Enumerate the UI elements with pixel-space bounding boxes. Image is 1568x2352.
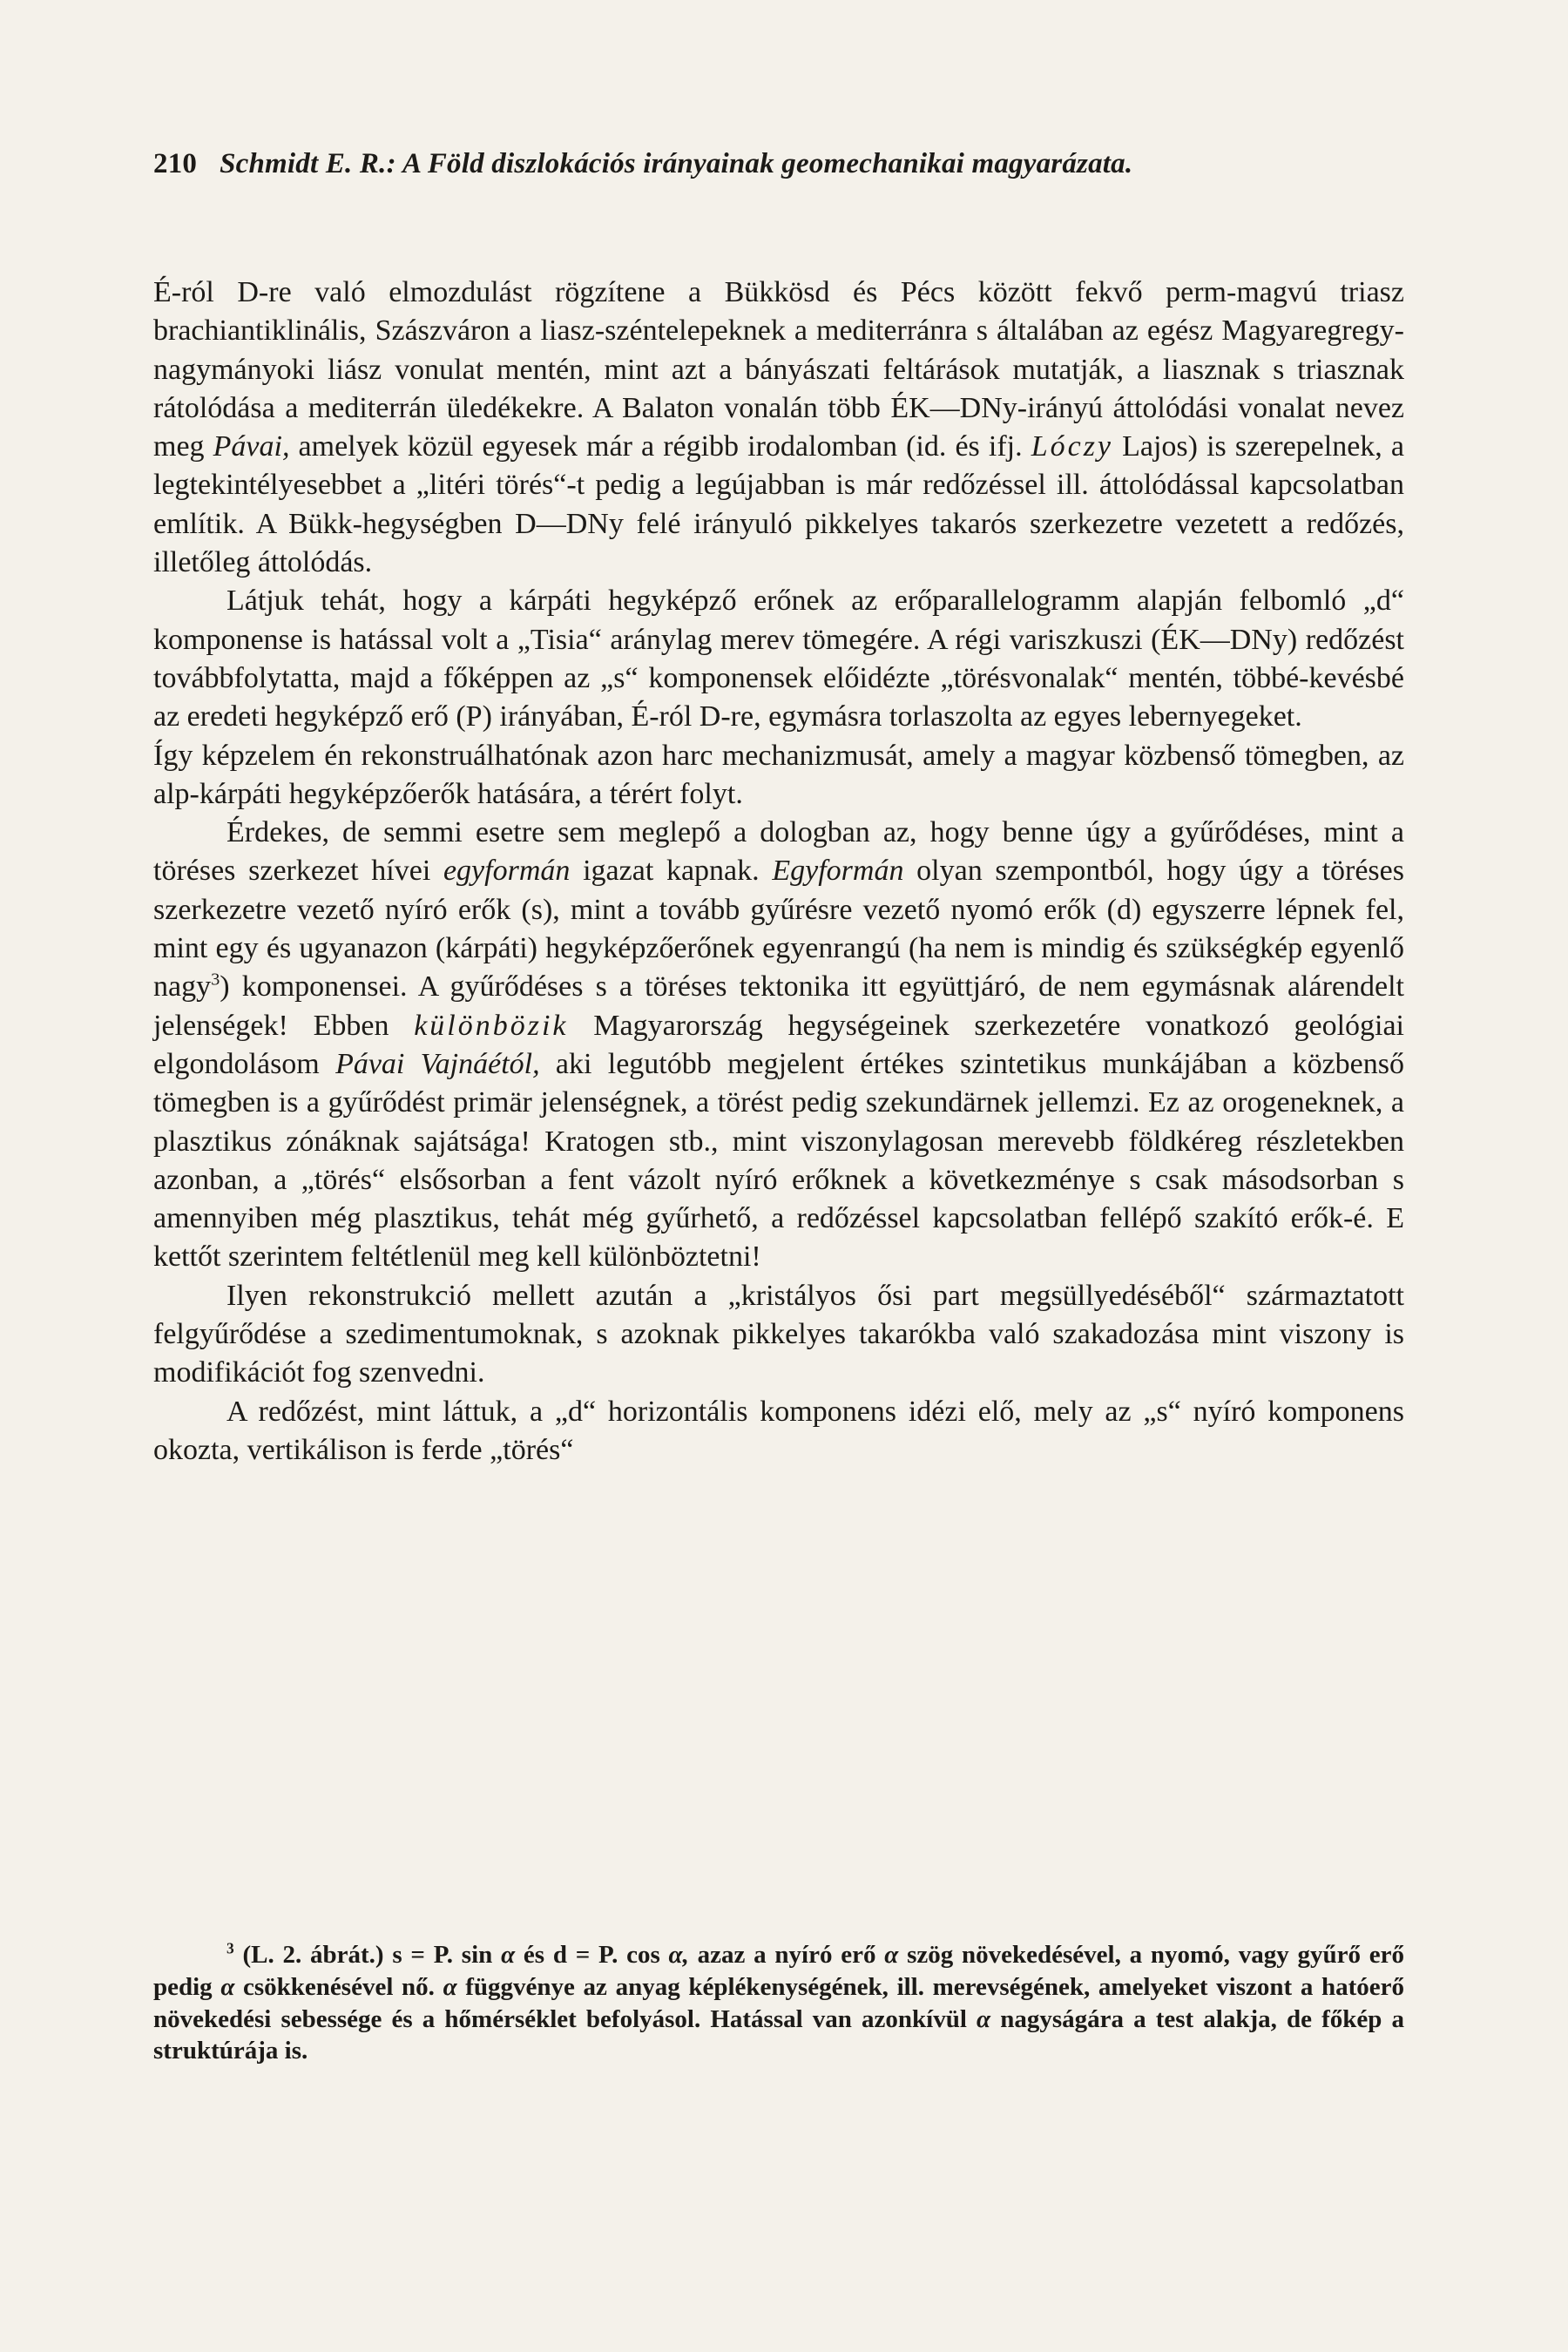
paragraph-4 [153,814,1404,1277]
emphasis-egyforman-1: egyformán [443,855,571,888]
paragraph-4-text-e: Magyarország hegységeinek szerkezetére vonatkozó geológiai elgondolásom [153,1009,1404,1080]
footnote-text-a: (L. 2. ábrát.) s = P. sin [233,1941,502,1969]
emphasis-kulonbozik: különbözik [414,1009,569,1042]
alpha-symbol-3: α [884,1941,899,1969]
page-number: 210 [153,148,198,179]
footnote-mark: 3 [226,1939,234,1957]
paragraph-1-text-c: Lajos) is szerepelnek, a legtekintélyesebbet a „litéri törés“-t pedig a legújabban is már redőzéssel ill. áttolódással kapcsolatban említik. A Bükk-hegységben D—DNy felé irányuló pikkelyes takarós szerkezetre vezetett a redőzés, illetőleg áttolódás. [153,430,1404,579]
footnote-section [153,1939,1404,2067]
author-pavai-vajna: Pávai Vajnáétól, [335,1047,540,1080]
alpha-symbol-5: α [443,1972,457,2001]
footnote-text-b: és d = P. cos [515,1941,669,1969]
paragraph-2: Látjuk tehát, hogy a kárpáti hegyképző erőnek az erőparallelogramm alapján felbomló „d“ komponense is hatással volt a „Tisia“ aránylag merev tömegére. A régi variszkuszi (ÉK—DNy) redőzést továbbfolytatta, majd a főképpen az „s“ komponensek előidézte „törésvonalak“ mentén, többé-kevésbé az eredeti hegyképző erő (P) irányában, É-ról D-re, egymásra torlaszolta az egyes lebernyegeket. [153,585,1404,733]
paragraph-1-text-b: amelyek közül egyesek már a régibb irodalomban (id. és ifj. [289,430,1031,463]
footnote-text-d: szög növekedésével, a nyomó, vagy gyűrő erő pedig [153,1941,1404,2001]
footnote-text-e: csökkenésével nő. [234,1972,443,2001]
paragraph-3: Így képzelem én rekonstruálhatónak azon harc mechanizmusát, amely a magyar közbenső tömegben, az alp-kárpáti hegyképzőerők hatására, a térért folyt. [153,739,1404,810]
footnote-reference: 3 [211,970,220,990]
author-loczy: Lóczy [1031,430,1114,463]
emphasis-egyforman-2: Egyformán [772,855,904,888]
footnote-text-c: azaz a nyíró erő [688,1941,885,1969]
footnote-text-g: nagyságára a test alakja, de főkép a struktúrája is. [153,2004,1404,2065]
paragraph-4-text-a: Érdekes, de semmi esetre sem meglepő a dologban az, hogy benne úgy a gyűrődéses, mint a töréses szerkezet hívei [153,816,1404,888]
paragraph-5: Ilyen rekonstrukció mellett azután a „kristályos ősi part megsüllyedéséből“ származtatott felgyűrődése a szedimentumoknak, s azoknak pikkelyes takarókba való szakadozása mint viszony is modifikációt fog szenvedni. [153,1279,1404,1389]
running-title: Schmidt E. R.: A Föld diszlokációs irányainak geomechanikai magyarázata. [220,148,1133,179]
author-pavai: Pávai, [213,430,290,463]
running-header [153,145,1408,183]
paragraph-6: A redőzést, mint láttuk, a „d“ horizontális komponens idézi elő, mely az „s“ nyíró komponens okozta, vertikálison is ferde „törés“ [153,1395,1404,1466]
alpha-symbol-6: α [977,2004,991,2033]
footnote-3 [153,1939,1404,2067]
paragraph-1-text-a: É-ról D-re való elmozdulást rögzítene a Bükkösd és Pécs között fekvő perm-magvú triasz brachiantiklinális, Szászváron a liasz-széntelepeknek a mediterránra s általában az egész Magyaregregy-nagymányoki liász vonulat mentén, mint azt a bányászati feltárások mutatják, a liasznak s triasznak rátolódása a mediterrán üledékekre. A Balaton vonalán több ÉK—DNy-irányú áttolódási vonalat nevez meg [153,276,1404,463]
paragraph-1 [153,274,1404,582]
paragraph-4-text-b: igazat kapnak. [570,855,773,888]
alpha-symbol-2: α, [668,1941,689,1969]
paragraph-4-text-d: ) komponensei. A gyűrődéses s a töréses tektonika itt együttjáró, de nem egymásnak alárendelt jelenségek! Ebben [153,970,1404,1042]
paragraph-4-text-f: aki legutóbb megjelent értékes szintetikus munkájában a közbenső tömegben is a gyűrődést primär jelenségnek, a törést pedig szekundärnek jellemzi. Ez az orogeneknek, a plasztikus zónáknak sajátsága! Kratogen stb., mint viszonylagosan merevebb földkéreg részletekben azonban, a „törés“ elsősorban a fent vázolt nyíró erőknek a következménye s csak másodsorban s amennyiben még plasztikus, tehát még gyűrhető, a redőzéssel kapcsolatban fellépő szakító erők-é. E kettőt szerintem feltétlenül meg kell különböztetni! [153,1047,1404,1274]
body-text [153,274,1404,1470]
alpha-symbol-4: α [220,1972,235,2001]
alpha-symbol-1: α [501,1941,516,1969]
footnote-text-f: függvénye az anyag képlékenységének, ill. merevségének, amelyeket viszont a hatóerő növekedési sebessége és a hőmérséklet befolyásol. Hatással van azonkívül [153,1972,1404,2033]
paragraph-4-text-c: olyan szempontból, hogy úgy a töréses szerkezetre vezető nyíró erők (s), mint a tovább gyűrésre vezető nyomó erők (d) egyszerre lépnek fel, mint egy és ugyanazon (kárpáti) hegyképzőerőnek egyenrangú (ha nem is mindig és szükségkép egyenlő nagy [153,855,1404,1004]
